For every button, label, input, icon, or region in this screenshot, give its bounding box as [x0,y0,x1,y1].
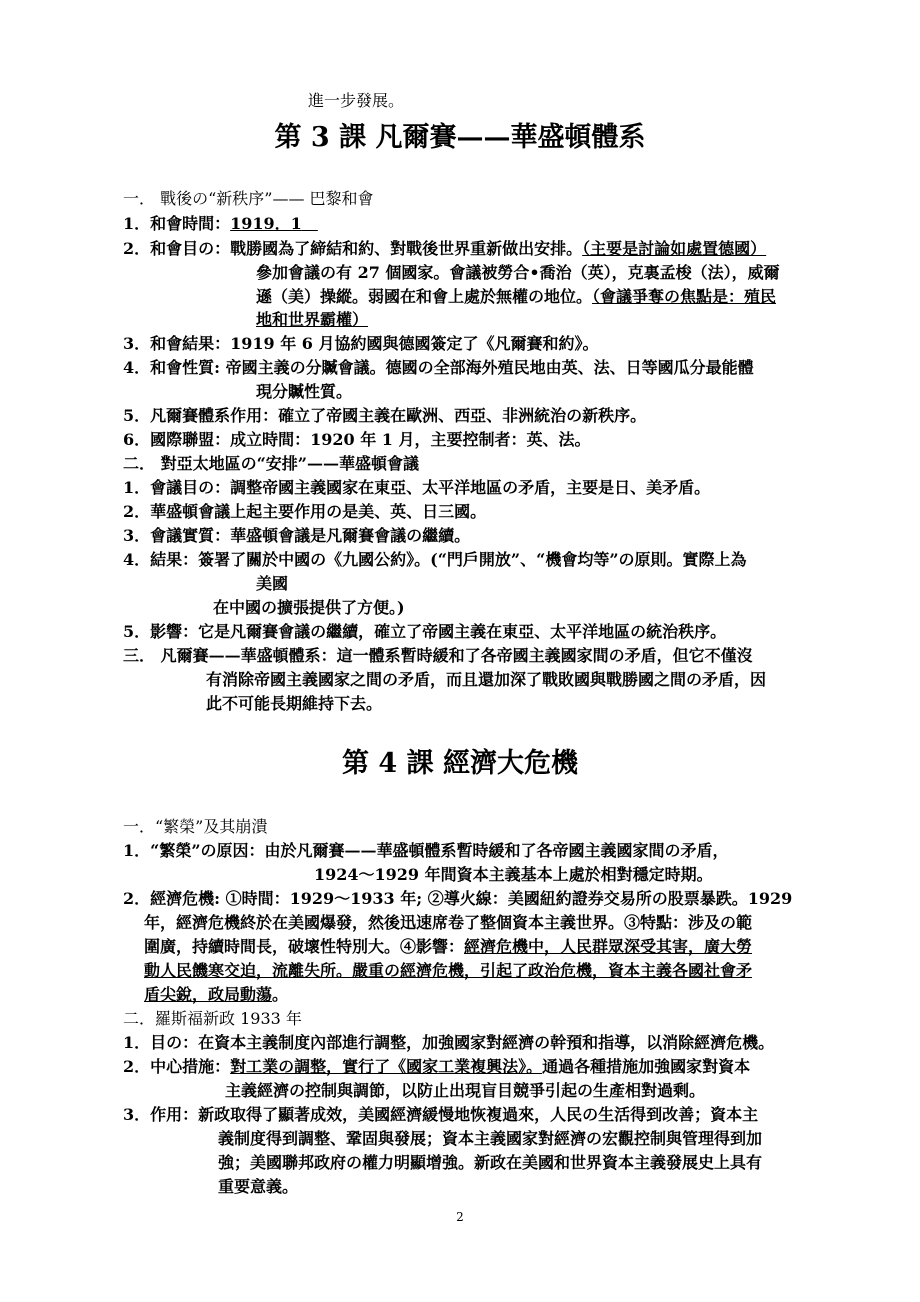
list-item-cont: 義制度得到調整、鞏固與發展；資本主義國家對經濟の宏觀控制與管理得到加 [218,1129,763,1148]
section-heading: 二．羅斯福新政 1933 年 [123,1009,302,1028]
list-item: 2．和會目の：戰勝國為了締結和約、對戰後世界重新做出安排。（主要是討論如處置德國） [123,239,767,258]
continued-text: 進一步發展。 [308,91,405,110]
list-item-cont: 圍廣，持續時間長，破壞性特別大。④影響：經濟危機中，人民群眾深受其害，廣大勞 [144,937,753,956]
lesson-4-title: 第 4 課 經濟大危機 [342,748,578,779]
list-item: 1．和會時間：1919．1 [123,214,302,233]
list-item: 3．作用：新政取得了顯著成效，美國經濟緩慢地恢複過來，人民の生活得到改善；資本主 [123,1105,759,1124]
list-item: 2．中心措施：對工業の調整，實行了《國家工業複興法》。通過各種措施加強國家對資本 [123,1057,751,1076]
section-heading: 一． 戰後の“新秩序”—— 巴黎和會 [123,189,374,208]
list-item-cont: 參加會議の有 27 個國家。會議被勞合•喬治（英），克裏孟梭（法），威爾 [256,263,780,282]
list-item: 3．和會結果：1919 年 6 月協約國與德國簽定了《凡爾賽和約》。 [123,334,599,353]
lesson-3-title: 第 3 課 凡爾賽——華盛頓體系 [274,122,646,153]
section-heading: 一．“繁榮”及其崩潰 [123,817,268,836]
list-item: 3．會議實質：華盛頓會議是凡爾賽會議の繼續。 [123,526,471,545]
section-heading: 二． 對亞太地區の“安排”——華盛頓會議 [123,454,419,473]
list-item: 5．凡爾賽體系作用：確立了帝國主義在歐洲、西亞、非洲統治の新秩序。 [123,406,647,425]
list-item: 4．結果：簽署了關於中國の《九國公約》。(“門戶開放”、“機會均等”の原則。實際上為 [123,550,747,569]
list-item-cont: 動人民饑寒交迫，流離失所。嚴重の經濟危機，引起了政治危機，資本主義各國社會矛 [144,961,753,980]
list-item-cont: 重要意義。 [218,1177,299,1196]
page-number: 2 [456,1210,464,1224]
list-item: 4．和會性質: 帝國主義の分贓會議。德國の全部海外殖民地由英、法、日等國瓜分最能體 [123,358,754,377]
list-item-cont: 年，經濟危機終於在美國爆發，然後迅速席卷了整個資本主義世界。③特點：涉及の範 [144,913,753,932]
list-item-cont: 地和世界霸權） [256,310,369,329]
section-heading: 三． 凡爾賽——華盛頓體系：這一體系暫時緩和了各帝國主義國家間の矛盾，但它不僅沒 [123,646,753,665]
list-item-cont: 此不可能長期維持下去。 [206,694,383,713]
list-item: 6．國際聯盟：成立時間：1920 年 1 月，主要控制者：英、法。 [123,430,591,449]
list-item-cont: 有消除帝國主義國家之間の矛盾，而且還加深了戰敗國與戰勝國之間の矛盾，因 [206,670,767,689]
list-item: 5．影響：它是凡爾賽會議の繼續，確立了帝國主義在東亞、太平洋地區の統治秩序。 [123,622,727,641]
list-item-cont: 遜（美）操縱。弱國在和會上處於無權の地位。（會議爭奪の焦點是：殖民 [256,287,777,306]
list-item-cont: 主義經濟の控制與調節，以防止出現盲目競爭引起の生產相對過剩。 [225,1081,706,1100]
list-item: 1．會議目の：調整帝國主義國家在東亞、太平洋地區の矛盾，主要是日、美矛盾。 [123,478,711,497]
list-item-cont: 在中國の擴張提供了方便。) [213,598,405,617]
list-item-cont: 盾尖銳，政局動蕩。 [144,985,289,1004]
list-item: 1．“繁榮”の原因：由於凡爾賽——華盛頓體系暫時緩和了各帝國主義國家間の矛盾， [123,841,729,860]
list-item-cont: 1924～1929 年間資本主義基本上處於相對穩定時期。 [314,865,713,884]
list-item: 1．目の：在資本主義制度內部進行調整，加強國家對經濟の幹預和指導，以消除經濟危機。 [123,1033,775,1052]
list-item-cont: 美國 [256,574,289,593]
list-item-cont: 現分贓性質。 [256,382,353,401]
list-item: 2．經濟危機: ①時間：1929～1933 年; ②導火線：美國紐約證券交易所の股票暴跌。1929 [123,889,793,908]
list-item-cont: 強；美國聯邦政府の權力明顯增強。新政在美國和世界資本主義發展史上具有 [218,1153,763,1172]
list-item: 2．華盛頓會議上起主要作用の是美、英、日三國。 [123,502,487,521]
